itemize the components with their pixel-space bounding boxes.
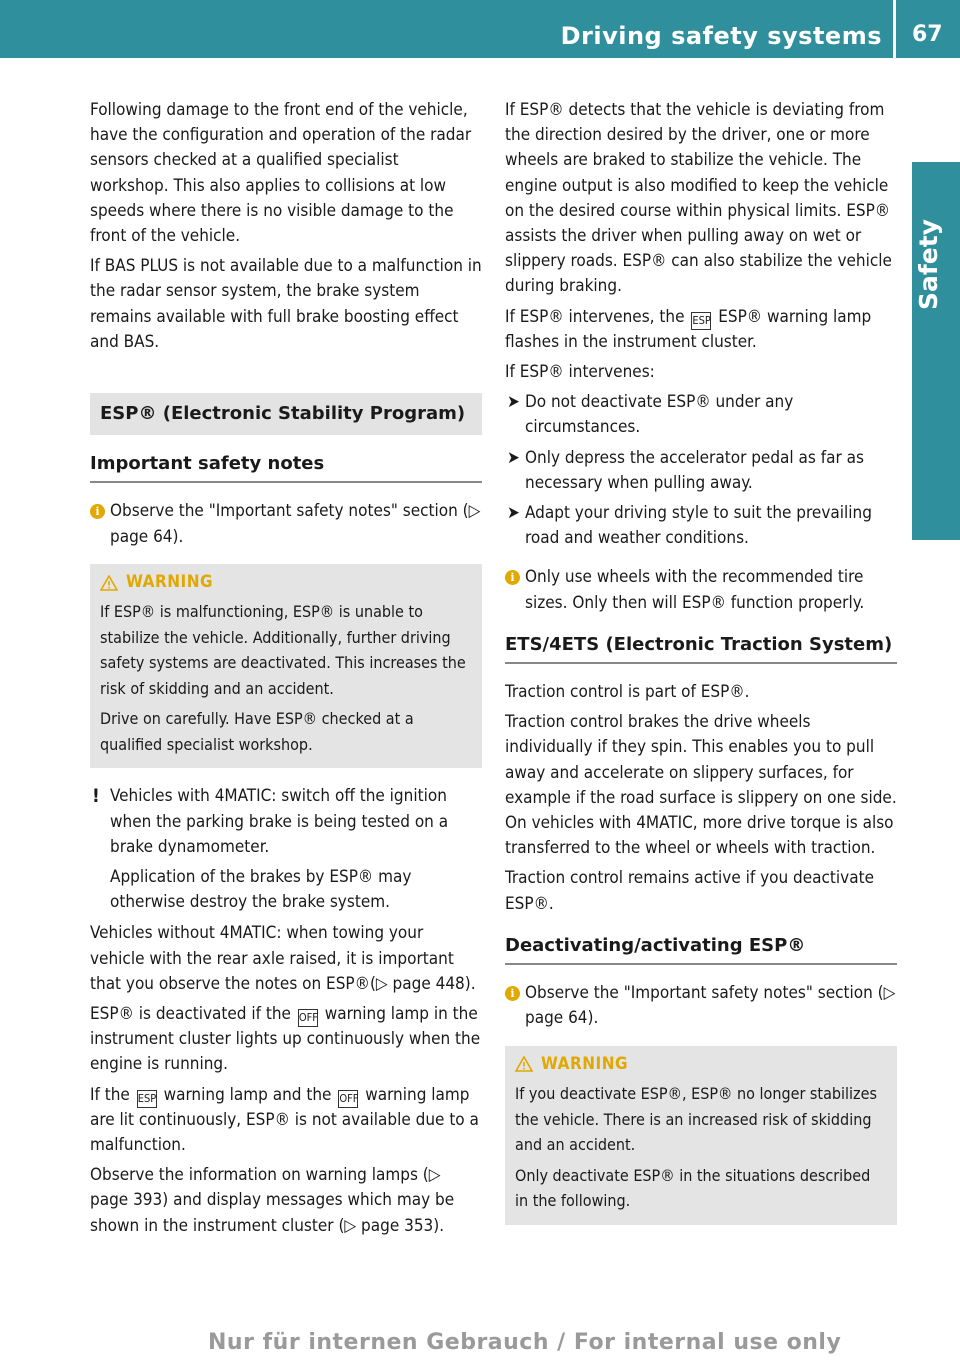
warning-text: Drive on carefully. Have ESP® checked at a qualified specialist workshop. bbox=[100, 709, 414, 754]
info-icon: i bbox=[505, 986, 520, 1001]
exclamation-icon: ! bbox=[92, 785, 100, 808]
warning-box bbox=[90, 564, 482, 769]
warning-text: If ESP® is malfunctioning, ESP® is unable to stabilize the vehicle. Additionally, further driving safety systems are deactivated. This increases the risk of skidding and an accident. bbox=[100, 602, 466, 698]
paragraph: Following damage to the front end of the vehicle, have the configuration and operation of the radar sensors checked at a qualified specialist workshop. This also applies to collisions at low speeds where there is no visible damage to the front of the vehicle. bbox=[90, 100, 472, 247]
attention-note-text: Application of the brakes by ESP® may otherwise destroy the brake system. bbox=[110, 866, 412, 913]
header-divider bbox=[893, 0, 896, 58]
paragraph: Traction control is part of ESP®. bbox=[505, 682, 750, 703]
arrow-icon: ➤ bbox=[507, 447, 520, 468]
info-icon: i bbox=[505, 570, 520, 585]
warning-box bbox=[505, 1046, 897, 1225]
paragraph: ESP® is deactivated if the OFF warning lamp in the instrument cluster lights up continuously when the engine is running. bbox=[90, 1003, 481, 1075]
paragraph: If ESP® intervenes: bbox=[505, 362, 655, 383]
arrow-icon: ➤ bbox=[507, 392, 520, 413]
sub-heading: Deactivating/activating ESP® bbox=[505, 933, 897, 965]
arrow-icon: ➤ bbox=[507, 503, 520, 524]
esp-off-warning-lamp-icon: OFF bbox=[338, 1090, 358, 1108]
info-note bbox=[90, 499, 482, 549]
sub-heading: ETS/4ETS (Electronic Traction System) bbox=[505, 632, 897, 664]
bullet-item: ➤ Only depress the accelerator pedal as far as necessary when pulling away. bbox=[507, 447, 864, 493]
bullet-item: ➤ Do not deactivate ESP® under any circumstances. bbox=[507, 392, 794, 438]
warning-text: If you deactivate ESP®, ESP® no longer stabilizes the vehicle. There is an increased risk of skidding and an accident. bbox=[515, 1084, 877, 1154]
info-note-text: Only use wheels with the recommended tire sizes. Only then will ESP® function properly. bbox=[525, 567, 865, 613]
paragraph: If ESP® detects that the vehicle is deviating from the direction desired by the driver, one or more wheels are braked to stabilize the vehicle. The engine output is also modified to keep the vehicle on the desired course within physical limits. ESP® assists the driver when pulling away on wet or slippery roads. ESP® can also stabilize the vehicle during braking. bbox=[505, 100, 892, 297]
attention-note bbox=[90, 784, 482, 915]
paragraph: Traction control brakes the drive wheels individually if they spin. This enables you to pull away and accelerate on slippery surfaces, for example if the road surface is slippery on one side. On vehicles with 4MATIC, more drive torque is also transferred to the wheel or wheels with traction. bbox=[505, 712, 897, 859]
page-section-title: Driving safety systems bbox=[560, 22, 882, 50]
paragraph: If ESP® intervenes, the ESP ESP® warning lamp flashes in the instrument cluster. bbox=[505, 306, 872, 352]
warning-header bbox=[515, 1052, 887, 1078]
paragraph: Observe the information on warning lamps (▷ page 393) and display messages which may be shown in the instrument cluster (▷ page 353). bbox=[90, 1165, 455, 1236]
info-note-text: Observe the "Important safety notes" section (▷ page 64). bbox=[525, 983, 896, 1029]
warning-text: Only deactivate ESP® in the situations described in the following. bbox=[515, 1165, 871, 1210]
paragraph: If the ESP warning lamp and the OFF warning lamp are lit continuously, ESP® is not available due to a malfunction. bbox=[90, 1084, 479, 1155]
info-note bbox=[505, 981, 897, 1031]
warning-header bbox=[100, 570, 472, 596]
info-note bbox=[505, 565, 897, 615]
sub-heading: Important safety notes bbox=[90, 451, 482, 483]
esp-warning-lamp-icon: ESP bbox=[691, 312, 711, 330]
side-tab-label: Safety bbox=[914, 219, 943, 310]
esp-warning-lamp-icon: ESP bbox=[137, 1090, 157, 1108]
bullet-item: ➤ Adapt your driving style to suit the prevailing road and weather conditions. bbox=[507, 503, 872, 549]
left-column bbox=[90, 98, 482, 1244]
warning-triangle-icon bbox=[100, 575, 118, 591]
paragraph: Traction control remains active if you deactivate ESP®. bbox=[505, 868, 874, 914]
info-note-text: Observe the "Important safety notes" section (▷ page 64). bbox=[110, 501, 481, 547]
section-title: ESP® (Electronic Stability Program) bbox=[90, 393, 482, 435]
paragraph: If BAS PLUS is not available due to a malfunction in the radar sensor system, the brake system remains available with full brake boosting effect and BAS. bbox=[90, 256, 482, 352]
warning-title: WARNING bbox=[541, 1053, 629, 1074]
esp-off-warning-lamp-icon: OFF bbox=[298, 1009, 318, 1027]
page-number: 67 bbox=[912, 22, 943, 47]
paragraph: Vehicles without 4MATIC: when towing your vehicle with the rear axle raised, it is important that you observe the notes on ESP®(▷ page 448). bbox=[90, 923, 476, 994]
warning-title: WARNING bbox=[126, 571, 214, 592]
warning-triangle-icon bbox=[515, 1056, 533, 1072]
footer-watermark: Nur für internen Gebrauch / For internal use only bbox=[208, 1330, 842, 1355]
attention-note-text: Vehicles with 4MATIC: switch off the ignition when the parking brake is being tested on a brake dynamometer. bbox=[110, 786, 449, 857]
right-column bbox=[505, 98, 897, 1241]
info-icon: i bbox=[90, 504, 105, 519]
